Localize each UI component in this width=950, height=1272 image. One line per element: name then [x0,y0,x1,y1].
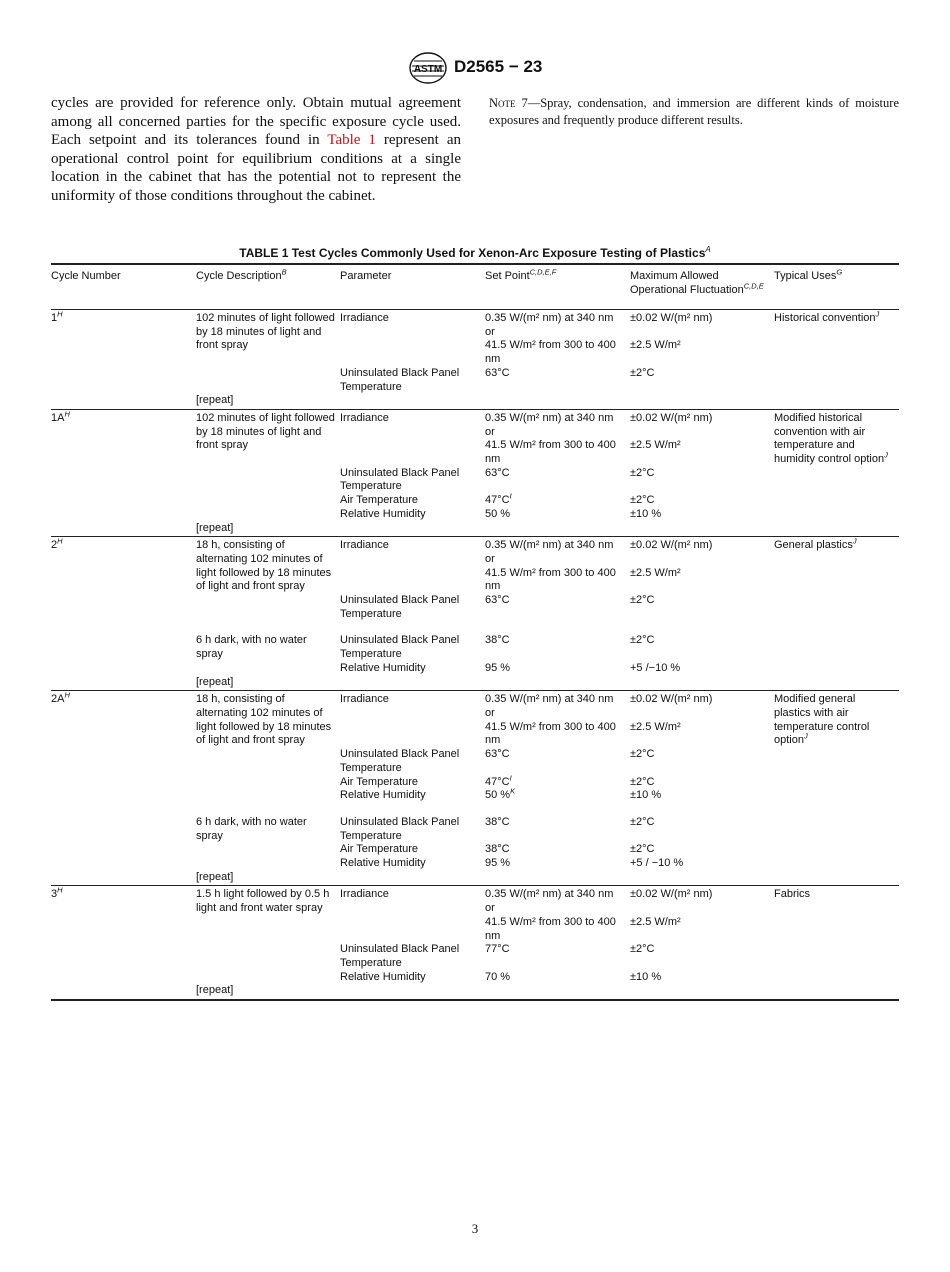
paragraph-text-continued: represent an operational control point for equilibrium conditions at a single location in the cabinet that has the potential not to represent the uniformity of those conditions throughout the cabinet. [51,132,461,204]
table-row: Air Temperature $47^\circ C^I$ ±2°C [340,772,655,788]
table-row: $1^H$ 102 minutes of light followed by 18 minutes of light and front spray Irradiance 0.35 W/(m² nm) at 340 nm or ±0.02 W/(m² nm) Historical convention$^J$ [51,309,880,352]
table-row: Uninsulated Black Panel Temperature 63°C ±2°C [340,366,655,393]
table-row: Uninsulated Black Panel Temperature 63°C ±2°C [340,466,655,493]
table-1-link[interactable]: Table 1 [327,132,376,149]
header-parameter: Parameter [340,270,392,282]
note-label: Note [489,96,516,110]
table-header-row [51,264,899,310]
table-row: $2^H$ 18 h, consisting of alternating 102 minutes of light followed by 18 minutes of light and front spray Irradiance 0.35 W/(m² nm) at 340 nm or ±0.02 W/(m² nm) General plastics$^J$ [51,536,857,593]
header-cycle-description: Cycle Description$^B$ [196,267,287,282]
cycle-2-group [51,537,899,691]
page-number: 3 [471,1221,479,1236]
paragraph-text: cycles are provided for reference only. Obtain mutual agreement among all concerned parties for the specific exposure cycle used. Each setpoint and its tolerances found in [51,95,461,149]
table-row: Relative Humidity 70 % ±10 % [340,970,662,983]
cycle-3-group [51,886,899,1000]
note-text: 7—Spray, condensation, and immersion are different kinds of moisture exposures and frequently produce different results. [489,96,899,127]
svg-text:ASTM: ASTM [413,64,443,75]
table-row: Relative Humidity 95 % +5 / −10 % [340,857,684,870]
table-row: 41.5 W/m² from 300 to 400 nm ±2.5 W/m² [485,915,681,942]
note-7 [489,95,899,128]
cycle-1a-group [51,409,899,536]
table-row: [repeat] [196,984,234,997]
table-title: TABLE 1 Test Cycles Commonly Used for Xenon-Arc Exposure Testing of Plastics$^A$ [239,245,711,260]
table-row: 6 h dark, with no water spray Uninsulated Black Panel Temperature 38°C ±2°C [196,634,655,661]
table-row: [repeat] [196,675,234,688]
table-row: Air Temperature $47^\circ C^I$ ±2°C [340,491,655,507]
table-row: Uninsulated Black Panel Temperature 63°C ±2°C [340,594,655,620]
header-max-fluctuation: Maximum Allowed Operational Fluctuation$^{C,D,E}$ [630,270,764,296]
table-row: [repeat] [196,870,234,883]
document-id: D2565 − 23 [454,57,543,76]
table-row: Relative Humidity 50 %$^K$ ±10 % [340,786,662,802]
page-header [0,52,950,86]
table-row: 41.5 W/m² from 300 to 400 nm ±2.5 W/m² [485,439,681,466]
cycle-2a-group [51,691,899,886]
astm-logo [408,52,448,84]
table-row: [repeat] [196,521,234,534]
table-row: Uninsulated Black Panel Temperature 63°C ±2°C [340,748,655,774]
table-row: $3^H$ 1.5 h light followed by 0.5 h light and front water spray Irradiance 0.35 W/(m² nm) at 340 nm or ±0.02 W/(m² nm) Fabrics [51,885,811,915]
table-row: 6 h dark, with no water spray Uninsulated Black Panel Temperature 38°C ±2°C [196,815,655,842]
table-row: Air Temperature 38°C ±2°C [340,843,655,856]
table-row: 41.5 W/m² from 300 to 400 nm ±2.5 W/m² [485,339,681,366]
header-cycle-number: Cycle Number [51,270,121,282]
header-typical-uses: Typical Uses$^G$ [774,267,843,282]
table-row: $1A^H$ 102 minutes of light followed by 18 minutes of light and front spray Irradiance 0.35 W/(m² nm) at 340 nm or ±0.02 W/(m² nm) Modified historical convention with air temperature and humidity control option$^J$ [51,409,888,466]
table-row: 41.5 W/m² from 300 to 400 nm ±2.5 W/m² [485,720,681,747]
table-row: 41.5 W/m² from 300 to 400 nm ±2.5 W/m² [485,566,681,593]
test-cycles-table [51,263,899,1001]
table-row: $2A^H$ 18 h, consisting of alternating 102 minutes of light followed by 18 minutes of light and front spray Irradiance 0.35 W/(m² nm) at 340 nm or ±0.02 W/(m² nm) Modified general plastics with air temperature control option$^J$ [51,690,870,747]
header-set-point: Set Point$^{C,D,E,F}$ [485,267,557,282]
cycle-1-group [51,310,899,410]
table-row: Relative Humidity 50 % ±10 % [340,507,662,520]
table-row: Relative Humidity 95 % +5 /−10 % [340,661,681,674]
table-row: Uninsulated Black Panel Temperature 77°C ±2°C [340,943,655,969]
table-row: [repeat] [196,394,234,407]
body-paragraph [51,94,461,206]
